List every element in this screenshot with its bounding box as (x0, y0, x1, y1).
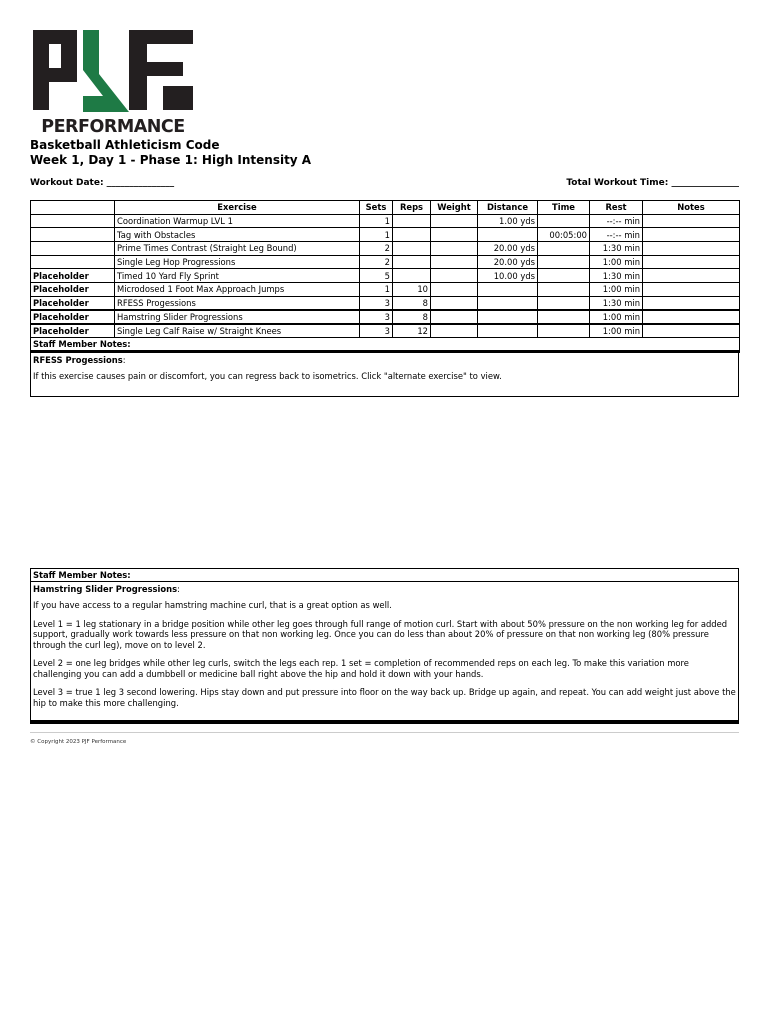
cell-notes (643, 255, 740, 269)
cell-notes (643, 310, 740, 324)
cell-weight (431, 228, 478, 242)
column-header-notes: Notes (643, 201, 740, 215)
cell-label: Placeholder (31, 324, 115, 338)
cell-time (538, 214, 590, 228)
cell-weight (431, 269, 478, 283)
cell-label: Placeholder (31, 269, 115, 283)
cell-time (538, 269, 590, 283)
column-header-label (31, 201, 115, 215)
table-row (31, 296, 740, 310)
cell-exercise: Tag with Obstacles (115, 228, 360, 242)
cell-rest: 1:30 min (590, 269, 643, 283)
notes-paragraph: Level 3 = true 1 leg 3 second lowering. Hips stay down and put pressure into floor on the way back up. Bridge up again, and repeat. You can add weight just above the hip to make this more challenging. (33, 687, 736, 708)
cell-exercise: Microdosed 1 Foot Max Approach Jumps (115, 283, 360, 297)
cell-time (538, 255, 590, 269)
cell-label: Placeholder (31, 296, 115, 310)
cell-label (31, 242, 115, 256)
staff-notes-label: Staff Member Notes: (31, 338, 740, 352)
page-title (30, 138, 311, 168)
cell-distance: 10.00 yds (478, 269, 538, 283)
cell-distance: 20.00 yds (478, 255, 538, 269)
cell-weight (431, 324, 478, 338)
cell-rest: 1:00 min (590, 310, 643, 324)
table-row (31, 255, 740, 269)
cell-time (538, 242, 590, 256)
cell-reps: 8 (393, 296, 431, 310)
notes-exercise-name: RFESS Progessions (33, 355, 123, 365)
cell-reps: 8 (393, 310, 431, 324)
cell-time (538, 310, 590, 324)
cell-weight (431, 296, 478, 310)
table-row (31, 228, 740, 242)
cell-notes (643, 296, 740, 310)
cell-exercise: Timed 10 Yard Fly Sprint (115, 269, 360, 283)
column-header-exercise: Exercise (115, 201, 360, 215)
cell-label: Placeholder (31, 310, 115, 324)
cell-distance (478, 283, 538, 297)
cell-exercise: RFESS Progessions (115, 296, 360, 310)
cell-distance: 20.00 yds (478, 242, 538, 256)
cell-rest: 1:00 min (590, 324, 643, 338)
cell-exercise: Single Leg Hop Progressions (115, 255, 360, 269)
logo-wordmark: PERFORMANCE (41, 117, 185, 134)
cell-notes (643, 214, 740, 228)
cell-sets: 5 (360, 269, 393, 283)
footer-divider (30, 732, 739, 733)
staff-notes-row (31, 338, 740, 352)
cell-rest: 1:00 min (590, 283, 643, 297)
column-header-weight: Weight (431, 201, 478, 215)
cell-distance (478, 310, 538, 324)
cell-sets: 1 (360, 214, 393, 228)
cell-time (538, 283, 590, 297)
cell-notes (643, 324, 740, 338)
cell-reps: 12 (393, 324, 431, 338)
cell-weight (431, 242, 478, 256)
cell-label (31, 214, 115, 228)
cell-sets: 2 (360, 242, 393, 256)
cell-rest: --:-- min (590, 228, 643, 242)
cell-reps (393, 255, 431, 269)
cell-exercise: Single Leg Calf Raise w/ Straight Knees (115, 324, 360, 338)
cell-sets: 2 (360, 255, 393, 269)
cell-distance (478, 296, 538, 310)
column-header-reps: Reps (393, 201, 431, 215)
cell-notes (643, 228, 740, 242)
table-header-row (31, 201, 740, 215)
cell-reps: 10 (393, 283, 431, 297)
column-header-time: Time (538, 201, 590, 215)
cell-reps (393, 228, 431, 242)
notes-paragraph: If this exercise causes pain or discomfort, you can regress back to isometrics. Click "alternate exercise" to view. (33, 371, 502, 381)
pjf-performance-logo (33, 30, 193, 134)
cell-sets: 3 (360, 296, 393, 310)
cell-distance (478, 228, 538, 242)
cell-sets: 3 (360, 310, 393, 324)
staff-notes-rfess: RFESS Progessions: If this exercise causes pain or discomfort, you can regress back to isometrics. Click "alternate exercise" to view. (30, 353, 739, 397)
cell-weight (431, 310, 478, 324)
table-row (31, 214, 740, 228)
cell-time (538, 296, 590, 310)
cell-notes (643, 242, 740, 256)
staff-notes-hamstring: Staff Member Notes: Hamstring Slider Progressions: If you have access to a regular hamstring machine curl, that is a great option as well. Level 1 = 1 leg stationary in a bridge position while other leg goes through full range of motion curl. Start with about 50% pressure on the non working leg for added support, gradually work towards less pressure on that non working leg. Once you can do less than about 20% of pressure on that non working leg (80% pressure through the curl leg), move on to level 2. Level 2 = one leg bridges while other leg curls, switch the legs each rep. 1 set = completion of recommended reps on each leg. To make this variation more challenging you can add a dumbbell or medicine ball right above the hip and hold it down with your hands. Level 3 = true 1 leg 3 second lowering. Hips stay down and put pressure into floor on the way back up. Bridge up again, and repeat. You can add weight just above the hip to make this more challenging. (30, 568, 739, 724)
cell-rest: 1:30 min (590, 296, 643, 310)
cell-weight (431, 283, 478, 297)
cell-distance (478, 324, 538, 338)
notes-paragraph: Level 2 = one leg bridges while other leg curls, switch the legs each rep. 1 set = completion of recommended reps on each leg. To make this variation more challenging you can add a dumbbell or medicine ball right above the hip and hold it down with your hands. (33, 658, 689, 679)
cell-reps (393, 242, 431, 256)
cell-label (31, 228, 115, 242)
notes-exercise-name: Hamstring Slider Progressions (33, 584, 178, 594)
table-row (31, 269, 740, 283)
cell-rest: --:-- min (590, 214, 643, 228)
cell-rest: 1:30 min (590, 242, 643, 256)
cell-sets: 3 (360, 324, 393, 338)
divider (31, 720, 738, 723)
program-title: Basketball Athleticism Code (30, 138, 220, 152)
table-row (31, 283, 740, 297)
cell-distance: 1.00 yds (478, 214, 538, 228)
workout-date-field: Workout Date: _______________ (30, 178, 175, 188)
staff-notes-header: Staff Member Notes: (31, 569, 738, 582)
cell-exercise: Coordination Warmup LVL 1 (115, 214, 360, 228)
table-row (31, 310, 740, 324)
cell-time (538, 324, 590, 338)
column-header-rest: Rest (590, 201, 643, 215)
cell-label: Placeholder (31, 283, 115, 297)
cell-notes (643, 283, 740, 297)
cell-sets: 1 (360, 283, 393, 297)
cell-time: 00:05:00 (538, 228, 590, 242)
notes-paragraph: If you have access to a regular hamstring machine curl, that is a great option as well. (33, 600, 392, 610)
cell-reps (393, 214, 431, 228)
cell-exercise: Hamstring Slider Progressions (115, 310, 360, 324)
cell-weight (431, 255, 478, 269)
total-workout-time-field: Total Workout Time: _______________ (566, 178, 739, 188)
cell-rest: 1:00 min (590, 255, 643, 269)
cell-sets: 1 (360, 228, 393, 242)
table-row (31, 324, 740, 338)
cell-label (31, 255, 115, 269)
workout-table (30, 200, 740, 353)
copyright-footer: © Copyright 2023 PJF Performance (30, 739, 127, 745)
column-header-distance: Distance (478, 201, 538, 215)
cell-exercise: Prime Times Contrast (Straight Leg Bound) (115, 242, 360, 256)
cell-reps (393, 269, 431, 283)
column-header-sets: Sets (360, 201, 393, 215)
cell-weight (431, 214, 478, 228)
cell-notes (643, 269, 740, 283)
session-title: Week 1, Day 1 - Phase 1: High Intensity A (30, 153, 312, 167)
notes-paragraph: Level 1 = 1 leg stationary in a bridge position while other leg goes through full range of motion curl. Start with about 50% pressure on the non working leg for added support, gradually work towards less pressure on that non working leg. Once you can do less than about 20% of pressure on that non working leg (80% pressure through the curl leg), move on to level 2. (33, 618, 728, 650)
table-row (31, 242, 740, 256)
